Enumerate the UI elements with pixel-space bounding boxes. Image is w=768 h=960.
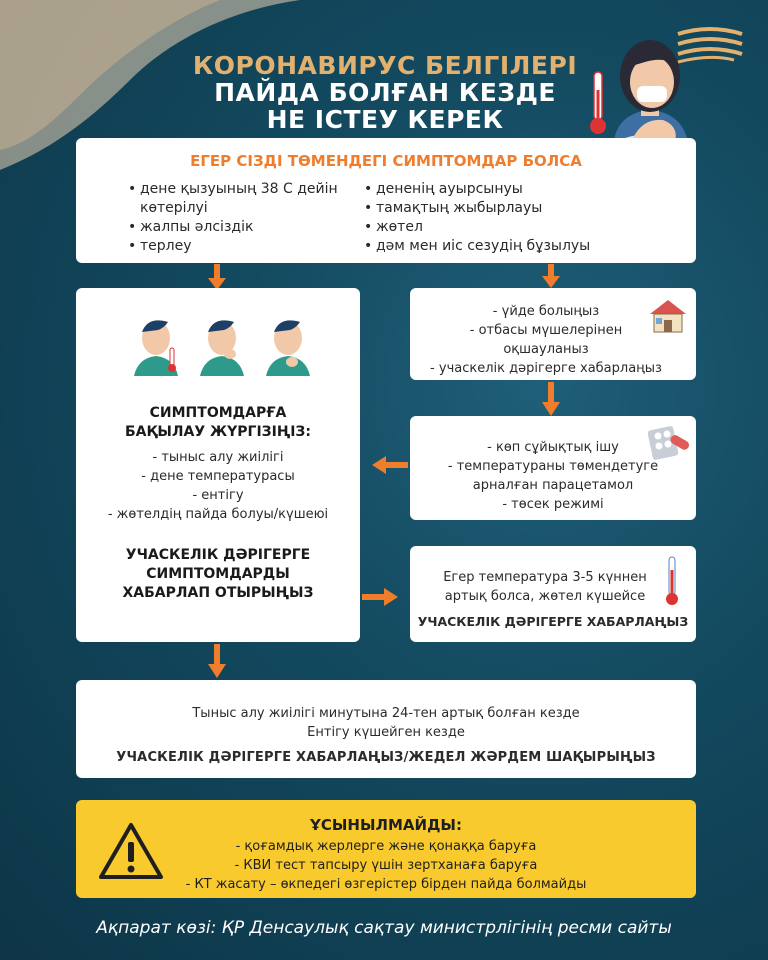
list-item: • дененің ауырсынуы <box>364 180 634 199</box>
symptoms-card <box>76 138 696 263</box>
warning-title: ҰСЫНЫЛМАЙДЫ: <box>310 816 462 834</box>
house-icon <box>648 298 688 334</box>
breathing-action: УЧАСКЕЛІК ДӘРІГЕРГЕ ХАБАРЛАҢЫЗ/ЖЕДЕЛ ЖӘРДЕМ ШАҚЫРЫҢЫЗ <box>116 750 656 765</box>
observe-title-line-2: БАҚЫЛАУ ЖҮРГІЗІҢІЗ: <box>125 424 311 440</box>
observe-list <box>76 448 360 524</box>
warning-card <box>76 800 696 898</box>
list-item: - температураны төмендетуге <box>447 459 659 474</box>
symptoms-list-left <box>128 180 348 256</box>
list-item: - КВИ тест тапсыру үшін зертханаға баруға <box>234 858 538 873</box>
list-item: • жалпы әлсіздік <box>128 218 348 237</box>
home-card <box>410 288 696 380</box>
thermometer-icon <box>664 556 680 606</box>
title-line-1: КОРОНАВИРУС БЕЛГІЛЕРІ <box>192 51 578 80</box>
list-item: - КТ жасату – өкпедегі өзгерістер бірден пайда болмайды <box>185 877 587 892</box>
temperature-action: УЧАСКЕЛІК ДӘРІГЕРГЕ ХАБАРЛАҢЫЗ <box>417 614 689 629</box>
list-item: • жөтел <box>364 218 634 237</box>
report-line-3: ХАБАРЛАП ОТЫРЫҢЫЗ <box>122 585 314 601</box>
faces-icon <box>134 314 312 376</box>
list-item: - жөтелдің пайда болуы/күшеюі <box>107 507 329 522</box>
list-item: - ентігу <box>192 488 244 503</box>
list-item: - учаскелік дәрігерге хабарлаңыз <box>430 361 662 376</box>
list-item: арналған парацетамол <box>472 478 634 493</box>
arrow-left-icon <box>372 456 408 474</box>
warning-list <box>76 837 696 894</box>
list-item: • тамақтың жыбырлауы <box>364 199 634 218</box>
arrow-down-icon <box>542 382 560 416</box>
observe-title-line-1: СИМПТОМДАРҒА <box>149 405 287 421</box>
symptoms-heading: ЕГЕР СІЗДІ ТӨМЕНДЕГІ СИМПТОМДАР БОЛСА <box>190 152 582 170</box>
arrow-down-icon <box>208 264 226 290</box>
temperature-line-1: Егер температура 3-5 күннен <box>443 570 647 585</box>
breathing-card <box>76 680 696 778</box>
source-footer: Ақпарат көзі: ҚР Денсаулық сақтау министрлігінің ресми сайты <box>96 918 672 938</box>
arrow-down-icon <box>542 264 560 288</box>
temperature-text <box>410 568 680 606</box>
list-item: - дене температурасы <box>141 469 295 484</box>
list-item: - үйде болыңыз <box>492 304 600 319</box>
list-item: - төсек режимі <box>502 497 604 512</box>
temperature-card <box>410 546 696 642</box>
page-title <box>160 52 610 133</box>
report-title <box>76 546 360 603</box>
home-list <box>410 302 682 378</box>
meds-card <box>410 416 696 520</box>
list-item: • дене қызуының 38 С дейін көтерілуі <box>128 180 338 218</box>
list-item: • терлеу <box>128 237 348 256</box>
arrow-down-icon <box>208 644 226 678</box>
list-item: - тыныс алу жиілігі <box>152 450 284 465</box>
list-item: - отбасы мүшелерінен <box>469 323 623 338</box>
arrow-right-icon <box>362 588 398 606</box>
temperature-line-2: артық болса, жөтел күшейсе <box>444 589 646 604</box>
title-line-2: ПАЙДА БОЛҒАН КЕЗДЕ <box>214 78 556 107</box>
pills-icon <box>648 424 692 462</box>
observe-title <box>76 404 360 442</box>
list-item: - көп сұйықтық ішу <box>487 440 619 455</box>
list-item: - қоғамдық жерлерге және қонаққа баруға <box>235 839 537 854</box>
list-item: оқшауланыз <box>503 342 589 357</box>
report-line-1: УЧАСКЕЛІК ДӘРІГЕРГЕ <box>125 547 311 563</box>
breathing-line-1: Тыныс алу жиілігі минутына 24-тен артық болған кезде <box>192 706 580 721</box>
title-line-3: НЕ ІСТЕУ КЕРЕК <box>266 105 504 134</box>
list-item: • дәм мен иіс сезудің бұзылуы <box>364 237 634 256</box>
symptoms-list-right <box>364 180 634 256</box>
report-line-2: СИМПТОМДАРДЫ <box>146 566 290 582</box>
breathing-line-2: Ентігу күшейген кезде <box>307 725 465 740</box>
